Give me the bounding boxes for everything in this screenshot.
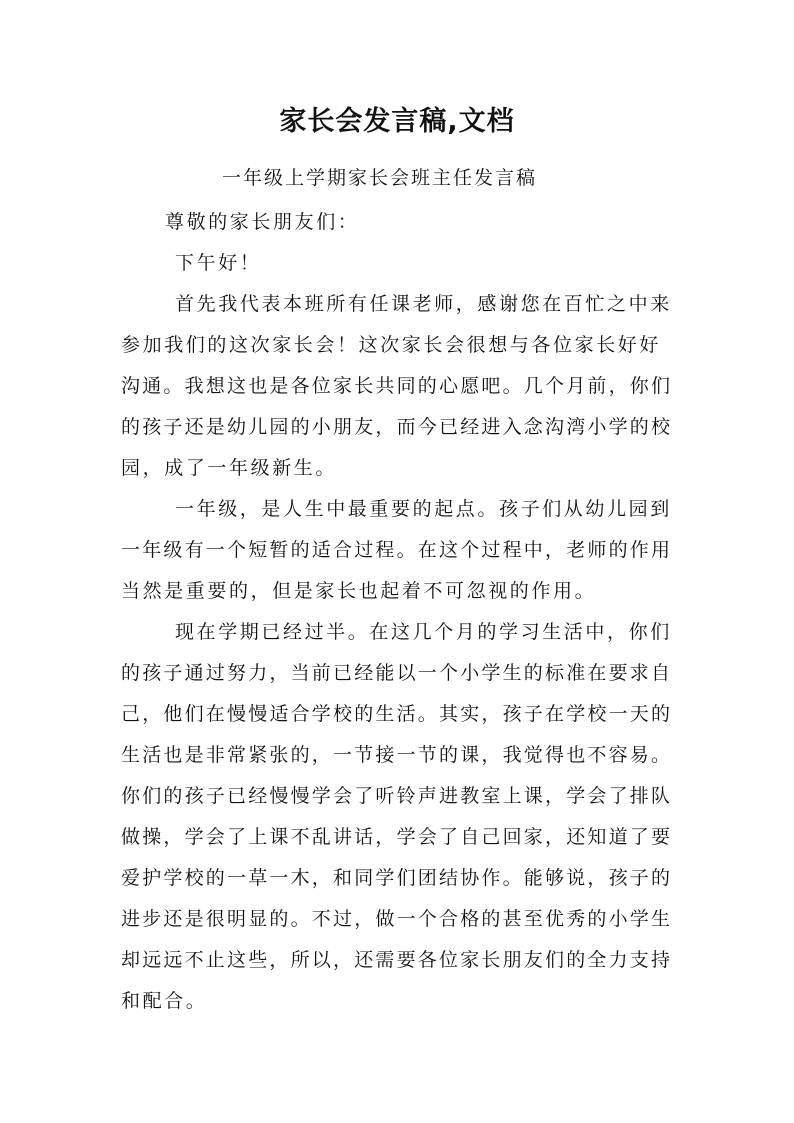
paragraph-1-line-2: 参加我们的这次家长会！这次家长会很想与各位家长好好 (121, 334, 662, 356)
paragraph-3-line-10: 和配合。 (121, 990, 208, 1012)
paragraph-3-line-6: 做操，学会了上课不乱讲话，学会了自己回家，还知道了要 (121, 826, 673, 848)
greeting: 下午好！ (175, 252, 262, 274)
paragraph-3-line-3: 己，他们在慢慢适合学校的生活。其实，孩子在学校一天的 (121, 703, 673, 725)
paragraph-1-line-5: 园，成了一年级新生。 (121, 457, 338, 479)
paragraph-3-line-4: 生活也是非常紧张的，一节接一节的课，我觉得也不容易。 (121, 744, 673, 766)
salutation: 尊敬的家长朋友们： (165, 211, 360, 233)
paragraph-3-line-8: 进步还是很明显的。不过，做一个合格的甚至优秀的小学生 (121, 908, 673, 930)
paragraph-3-line-1: 现在学期已经过半。在这几个月的学习生活中，你们 (175, 621, 672, 643)
document-subtitle: 一年级上学期家长会班主任发言稿 (222, 167, 538, 189)
paragraph-1-line-3: 沟通。我想这也是各位家长共同的心愿吧。几个月前，你们 (121, 375, 673, 397)
paragraph-2-line-1: 一年级，是人生中最重要的起点。孩子们从幼儿园到 (175, 498, 672, 520)
paragraph-3-line-2: 的孩子通过努力，当前已经能以一个小学生的标准在要求自 (121, 662, 673, 684)
paragraph-1-line-1: 首先我代表本班所有任课老师，感谢您在百忙之中来 (175, 293, 672, 315)
paragraph-2-line-3: 当然是重要的，但是家长也起着不可忽视的作用。 (121, 580, 597, 602)
document-title: 家长会发言稿,文档 (279, 106, 515, 137)
paragraph-3-line-9: 却远远不止这些，所以，还需要各位家长朋友们的全力支持 (121, 949, 673, 971)
paragraph-3-line-7: 爱护学校的一草一木，和同学们团结协作。能够说，孩子的 (121, 867, 673, 889)
paragraph-2-line-2: 一年级有一个短暂的适合过程。在这个过程中，老师的作用 (121, 539, 673, 561)
paragraph-3-line-5: 你们的孩子已经慢慢学会了听铃声进教室上课，学会了排队 (121, 785, 673, 807)
paragraph-1-line-4: 的孩子还是幼儿园的小朋友，而今已经进入念沟湾小学的校 (121, 416, 673, 438)
